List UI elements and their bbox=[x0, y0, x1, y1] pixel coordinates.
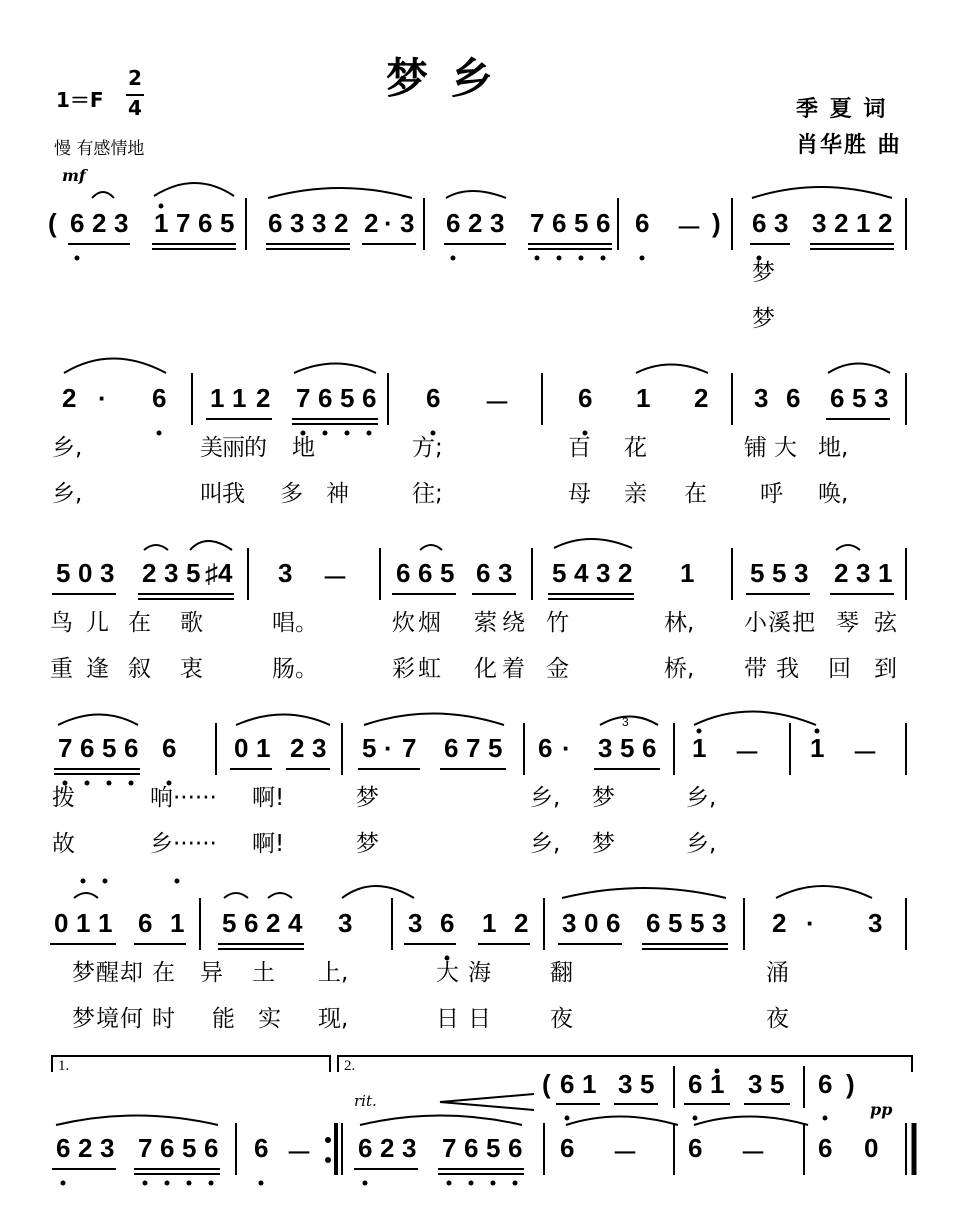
note: 3 bbox=[596, 558, 611, 588]
instrumental-note: 6 bbox=[688, 1069, 703, 1099]
lyric-verse-1: 琴 bbox=[836, 610, 859, 636]
note: 1 bbox=[170, 908, 185, 938]
note: 3 bbox=[868, 908, 883, 938]
time-signature-bottom: 4 bbox=[128, 96, 142, 120]
lyric-verse-1: 响······ bbox=[150, 785, 217, 811]
instrumental-note: 5 bbox=[770, 1069, 785, 1099]
lyric-verse-2: 彩 bbox=[392, 656, 415, 682]
ritardando-marking: rit. bbox=[354, 1092, 377, 1110]
note: 5 bbox=[340, 383, 355, 413]
lyric-verse-2: 母 bbox=[568, 481, 591, 507]
instrumental-note: ) bbox=[846, 1069, 855, 1099]
note: 3 bbox=[408, 908, 423, 938]
note: 3 bbox=[100, 1133, 115, 1163]
note: 7 bbox=[530, 208, 545, 238]
lyric-verse-2: 呼 bbox=[760, 481, 783, 507]
lyric-verse-2: 能 bbox=[212, 1006, 235, 1032]
lyric-verse-1: 梦 bbox=[356, 785, 379, 811]
lyric-verse-1: 梦 bbox=[72, 960, 95, 986]
note: 7 bbox=[138, 1133, 153, 1163]
note: 7 bbox=[176, 208, 191, 238]
lyric-verse-2: 叙 bbox=[128, 656, 151, 682]
decrescendo-hairpin bbox=[440, 1094, 534, 1110]
note: － bbox=[734, 738, 761, 768]
note: 3 bbox=[114, 208, 129, 238]
note: 3 bbox=[794, 558, 809, 588]
note: － bbox=[676, 213, 703, 243]
note: 6 bbox=[508, 1133, 523, 1163]
note: 1 bbox=[636, 383, 651, 413]
note: 1 bbox=[878, 558, 893, 588]
lyric-verse-2: 肠。 bbox=[272, 656, 318, 682]
lyric-verse-2: 故 bbox=[52, 831, 75, 857]
lyric-verse-2: 逢 bbox=[86, 656, 109, 682]
instrumental-note: 5 bbox=[640, 1069, 655, 1099]
note: 1 bbox=[154, 208, 169, 238]
note: 5 bbox=[56, 558, 71, 588]
lyric-verse-2: 我 bbox=[222, 481, 245, 507]
lyric-verse-2: 实 bbox=[258, 1006, 281, 1032]
lyric-verse-1: 百 bbox=[568, 435, 591, 461]
note: 5 bbox=[102, 733, 117, 763]
note: 6 bbox=[56, 1133, 71, 1163]
lyric-verse-1: 铺 bbox=[744, 435, 767, 461]
note: － bbox=[852, 738, 879, 768]
volta-1-bracket bbox=[52, 1056, 330, 1072]
key-signature: 1＝F bbox=[56, 88, 104, 112]
note: 6 bbox=[552, 208, 567, 238]
note: ♯ bbox=[205, 558, 218, 588]
triplet-number: 3 bbox=[622, 715, 629, 729]
note: 6 bbox=[464, 1133, 479, 1163]
note: 7 bbox=[296, 383, 311, 413]
dynamic-pp: pp bbox=[870, 1100, 893, 1119]
time-signature-top: 2 bbox=[128, 66, 142, 90]
lyric-verse-1: 地, bbox=[818, 435, 849, 461]
note: 5 bbox=[552, 558, 567, 588]
lyric-verse-1: 萦 bbox=[474, 610, 497, 636]
lyric-verse-2: 往; bbox=[412, 481, 443, 507]
note: 7 bbox=[58, 733, 73, 763]
lyric-verse-2: 乡······ bbox=[150, 831, 217, 857]
note: 0 bbox=[864, 1133, 879, 1163]
lyric-verse-2: 神 bbox=[326, 481, 349, 507]
lyric-verse-1: 方; bbox=[412, 435, 443, 461]
note: － bbox=[740, 1138, 767, 1168]
dynamic-mf: mf bbox=[62, 166, 86, 185]
lyric-verse-1: 翻 bbox=[550, 960, 573, 986]
note: · bbox=[806, 908, 815, 938]
lyric-verse-2: 在 bbox=[684, 481, 707, 507]
lyric-verse-2: 唤, bbox=[818, 481, 849, 507]
note: 0 bbox=[54, 908, 69, 938]
note: 2 bbox=[380, 1133, 395, 1163]
lyric-verse-2: 梦 bbox=[592, 831, 615, 857]
note: 6 bbox=[160, 1133, 175, 1163]
note: 7 bbox=[466, 733, 481, 763]
lyric-verse-1: 梦 bbox=[592, 785, 615, 811]
lyric-verse-2: 日 bbox=[436, 1006, 459, 1032]
note: 6 bbox=[124, 733, 139, 763]
note: 5 bbox=[186, 558, 201, 588]
lyric-verse-1: 炊 bbox=[392, 610, 415, 636]
note: 5 bbox=[182, 1133, 197, 1163]
note: 3 bbox=[338, 908, 353, 938]
note: 6 bbox=[204, 1133, 219, 1163]
lyric-verse-2: 多 bbox=[280, 481, 303, 507]
lyric-verse-2: 重 bbox=[50, 656, 73, 682]
note: · bbox=[384, 733, 393, 763]
song-title: 梦 乡 bbox=[386, 54, 497, 103]
lyric-verse-1: 鸟 bbox=[50, 610, 73, 636]
note: 6 bbox=[268, 208, 283, 238]
lyric-verse-1: 歌 bbox=[180, 610, 203, 636]
note: 6 bbox=[198, 208, 213, 238]
lyric-verse-2: 梦 bbox=[356, 831, 379, 857]
note: 6 bbox=[578, 383, 593, 413]
note: 3 bbox=[312, 733, 327, 763]
note: 6 bbox=[596, 208, 611, 238]
lyric-verse-2: 时 bbox=[152, 1006, 175, 1032]
lyric-verse-2: 我 bbox=[776, 656, 799, 682]
note: 7 bbox=[402, 733, 417, 763]
note: 6 bbox=[440, 908, 455, 938]
note: 1 bbox=[232, 383, 247, 413]
note: 2 bbox=[290, 733, 305, 763]
note: 2 bbox=[142, 558, 157, 588]
lyric-verse-1: 林, bbox=[664, 610, 695, 636]
note: 6 bbox=[560, 1133, 575, 1163]
note: 3 bbox=[712, 908, 727, 938]
lyric-verse-2: 现, bbox=[318, 1006, 349, 1032]
note: 5 bbox=[852, 383, 867, 413]
note: 5 bbox=[772, 558, 787, 588]
lyric-verse-2: 乡, bbox=[686, 831, 717, 857]
lyric-verse-1: 啊! bbox=[252, 785, 285, 811]
note: 3 bbox=[100, 558, 115, 588]
note: 6 bbox=[635, 208, 650, 238]
note: 3 bbox=[598, 733, 613, 763]
note: 3 bbox=[874, 383, 889, 413]
note: 6 bbox=[70, 208, 85, 238]
note: 6 bbox=[152, 383, 167, 413]
note: 7 bbox=[442, 1133, 457, 1163]
lyric-verse-1: 丽 bbox=[222, 435, 245, 461]
note: 2 bbox=[468, 208, 483, 238]
note: ) bbox=[712, 208, 721, 238]
note: － bbox=[612, 1138, 639, 1168]
lyric-verse-2: 金 bbox=[546, 656, 569, 682]
lyric-verse-2: 到 bbox=[874, 656, 897, 682]
note: 1 bbox=[256, 733, 271, 763]
note: 6 bbox=[138, 908, 153, 938]
note: 1 bbox=[76, 908, 91, 938]
lyric-verse-2: 着 bbox=[502, 656, 525, 682]
lyric-verse-2: 梦 bbox=[752, 306, 775, 332]
lyric-verse-1: 美 bbox=[200, 435, 223, 461]
lyric-verse-1: 涌 bbox=[766, 960, 789, 986]
lyric-verse-1: 唱。 bbox=[272, 610, 318, 636]
note: 3 bbox=[856, 558, 871, 588]
lyric-verse-2: 梦 bbox=[72, 1006, 95, 1032]
lyric-verse-1: 拨 bbox=[52, 785, 75, 811]
lyric-verse-2: 叫 bbox=[200, 481, 223, 507]
lyric-verse-2: 化 bbox=[474, 656, 497, 682]
note: 5 bbox=[488, 733, 503, 763]
lyric-verse-1: 绕 bbox=[502, 610, 525, 636]
note: 5 bbox=[668, 908, 683, 938]
note: 2 bbox=[78, 1133, 93, 1163]
note: 5 bbox=[440, 558, 455, 588]
lyric-verse-2: 乡, bbox=[52, 481, 83, 507]
note: · bbox=[98, 383, 107, 413]
note: 2 bbox=[772, 908, 787, 938]
note: 6 bbox=[688, 1133, 703, 1163]
note: 6 bbox=[538, 733, 553, 763]
note: 6 bbox=[254, 1133, 269, 1163]
lyric-verse-1: 把 bbox=[792, 610, 815, 636]
note: 5 bbox=[222, 908, 237, 938]
note: 2 bbox=[364, 208, 379, 238]
note: 6 bbox=[426, 383, 441, 413]
volta-2-label: 2. bbox=[344, 1058, 356, 1074]
note: 2 bbox=[834, 208, 849, 238]
note: 5 bbox=[362, 733, 377, 763]
note: 2 bbox=[878, 208, 893, 238]
note: 6 bbox=[396, 558, 411, 588]
note: 0 bbox=[584, 908, 599, 938]
note: 1 bbox=[482, 908, 497, 938]
note: 5 bbox=[486, 1133, 501, 1163]
lyric-verse-1: 花 bbox=[624, 435, 647, 461]
instrumental-note: 3 bbox=[618, 1069, 633, 1099]
note: 2 bbox=[834, 558, 849, 588]
lyric-verse-1: 大 bbox=[436, 960, 459, 986]
note: 5 bbox=[620, 733, 635, 763]
lyric-verse-1: 乡, bbox=[686, 785, 717, 811]
note: · bbox=[562, 733, 571, 763]
lyric-verse-2: 亲 bbox=[624, 481, 647, 507]
lyricist-credit: 季 夏 词 bbox=[796, 97, 888, 122]
note: ( bbox=[48, 208, 57, 238]
note: 3 bbox=[498, 558, 513, 588]
lyric-verse-2: 带 bbox=[744, 656, 767, 682]
lyric-verse-2: 夜 bbox=[550, 1006, 573, 1032]
tempo-marking: 慢 有感情地 bbox=[54, 139, 145, 159]
note: 2 bbox=[256, 383, 271, 413]
note: － bbox=[322, 563, 349, 593]
note: 6 bbox=[606, 908, 621, 938]
note: 6 bbox=[752, 208, 767, 238]
lyric-verse-1: 却 bbox=[120, 960, 143, 986]
note: 6 bbox=[446, 208, 461, 238]
lyric-verse-2: 何 bbox=[120, 1006, 143, 1032]
note: 6 bbox=[444, 733, 459, 763]
note: 3 bbox=[402, 1133, 417, 1163]
note: 4 bbox=[218, 558, 233, 588]
note: 3 bbox=[490, 208, 505, 238]
lyric-verse-2: 夜 bbox=[766, 1006, 789, 1032]
lyric-verse-1: 海 bbox=[468, 960, 491, 986]
volta-1-label: 1. bbox=[58, 1058, 70, 1074]
note: － bbox=[286, 1138, 313, 1168]
note: 6 bbox=[318, 383, 333, 413]
lyric-verse-2: 啊! bbox=[252, 831, 285, 857]
lyric-verse-1: 上, bbox=[318, 960, 349, 986]
note: 1 bbox=[210, 383, 225, 413]
note: 1 bbox=[680, 558, 695, 588]
note: 3 bbox=[754, 383, 769, 413]
note: 5 bbox=[750, 558, 765, 588]
lyric-verse-1: 醒 bbox=[96, 960, 119, 986]
note: 1 bbox=[810, 733, 825, 763]
instrumental-note: 1 bbox=[710, 1069, 725, 1099]
note: 4 bbox=[288, 908, 303, 938]
note: 1 bbox=[98, 908, 113, 938]
lyric-verse-1: 异 bbox=[200, 960, 223, 986]
lyric-verse-1: 儿 bbox=[86, 610, 109, 636]
note: 3 bbox=[278, 558, 293, 588]
note: 5 bbox=[690, 908, 705, 938]
lyric-verse-2: 桥, bbox=[664, 656, 695, 682]
note: 5 bbox=[574, 208, 589, 238]
note: 1 bbox=[856, 208, 871, 238]
instrumental-note: ( bbox=[542, 1069, 551, 1099]
note: 1 bbox=[692, 733, 707, 763]
note: 0 bbox=[78, 558, 93, 588]
lyric-verse-1: 梦 bbox=[752, 260, 775, 286]
note: 5 bbox=[220, 208, 235, 238]
note: 3 bbox=[774, 208, 789, 238]
note: 6 bbox=[830, 383, 845, 413]
note: 6 bbox=[418, 558, 433, 588]
note: 2 bbox=[92, 208, 107, 238]
lyric-verse-1: 小 bbox=[744, 610, 767, 636]
note: 3 bbox=[164, 558, 179, 588]
lyric-verse-1: 土 bbox=[252, 960, 275, 986]
note: － bbox=[484, 388, 511, 418]
lyric-verse-1: 溪 bbox=[768, 610, 791, 636]
note: 6 bbox=[358, 1133, 373, 1163]
note: 3 bbox=[400, 208, 415, 238]
note: 2 bbox=[266, 908, 281, 938]
note: 2 bbox=[514, 908, 529, 938]
lyric-verse-1: 在 bbox=[152, 960, 175, 986]
note: 6 bbox=[362, 383, 377, 413]
lyric-verse-1: 弦 bbox=[874, 610, 897, 636]
note: 4 bbox=[574, 558, 589, 588]
lyric-verse-2: 乡, bbox=[530, 831, 561, 857]
instrumental-note: 1 bbox=[582, 1069, 597, 1099]
note: 2 bbox=[334, 208, 349, 238]
note: 2 bbox=[694, 383, 709, 413]
note: 6 bbox=[244, 908, 259, 938]
lyric-verse-2: 日 bbox=[468, 1006, 491, 1032]
note: 2 bbox=[62, 383, 77, 413]
note: 2 bbox=[618, 558, 633, 588]
lyric-verse-1: 在 bbox=[128, 610, 151, 636]
lyric-verse-2: 虹 bbox=[418, 656, 441, 682]
note: 6 bbox=[786, 383, 801, 413]
note: 3 bbox=[812, 208, 827, 238]
note: 6 bbox=[162, 733, 177, 763]
note: 6 bbox=[476, 558, 491, 588]
note: 6 bbox=[818, 1133, 833, 1163]
instrumental-note: 6 bbox=[818, 1069, 833, 1099]
note: · bbox=[384, 208, 393, 238]
lyric-verse-1: 的 bbox=[244, 435, 267, 461]
note: 3 bbox=[290, 208, 305, 238]
lyric-verse-1: 乡, bbox=[52, 435, 83, 461]
note: 3 bbox=[562, 908, 577, 938]
lyric-verse-2: 境 bbox=[96, 1006, 119, 1032]
note: 6 bbox=[642, 733, 657, 763]
lyric-verse-1: 乡, bbox=[530, 785, 561, 811]
lyric-verse-1: 竹 bbox=[546, 610, 569, 636]
note: 6 bbox=[646, 908, 661, 938]
lyric-verse-1: 烟 bbox=[418, 610, 441, 636]
instrumental-note: 6 bbox=[560, 1069, 575, 1099]
note: 6 bbox=[80, 733, 95, 763]
note: 0 bbox=[234, 733, 249, 763]
instrumental-note: 3 bbox=[748, 1069, 763, 1099]
lyric-verse-1: 地 bbox=[292, 435, 315, 461]
lyric-verse-2: 回 bbox=[828, 656, 851, 682]
lyric-verse-1: 大 bbox=[774, 435, 797, 461]
lyric-verse-2: 衷 bbox=[180, 656, 203, 682]
composer-credit: 肖华胜 曲 bbox=[796, 133, 902, 158]
note: 3 bbox=[312, 208, 327, 238]
